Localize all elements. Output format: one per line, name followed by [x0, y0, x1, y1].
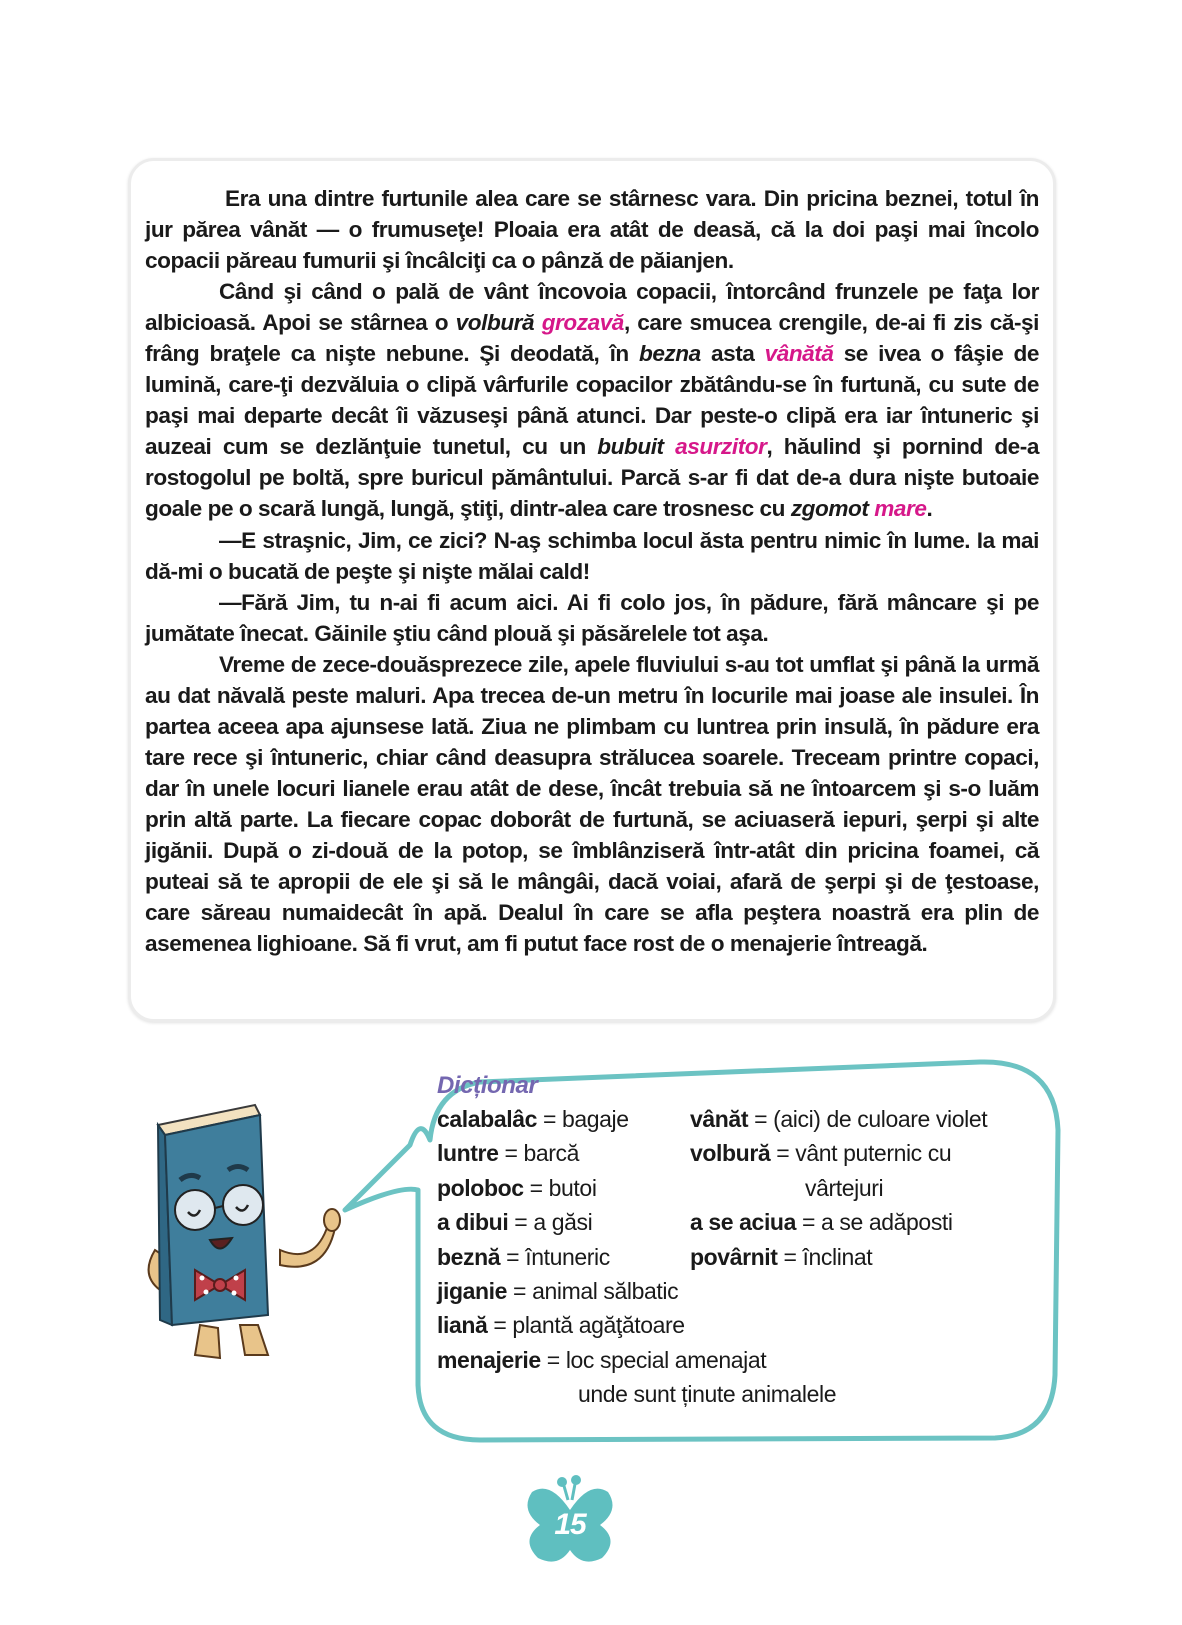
dictionary-definition: = bagaje [536, 1106, 629, 1132]
text-run [534, 310, 542, 335]
dictionary-term: poloboc [437, 1174, 524, 1201]
text-run: Vreme de zece-douăsprezece zile, apele fluviului s-au tot umflat şi până la urmă au dat năvală peste maluri. Apa trecea de-un metru în locurile mai joase ale insulei. În partea aceea apa ajunsese lată. Ziua ne plimbam cu luntrea prin insulă, în pădure era tare rece şi întuneric, chiar când deasupra strălucea soarele. Treceam printre copaci, dar în unele locuri lianele erau atât de dese, încât trebuia să ne întoarcem şi s-o luăm prin altă parte. La fiecare copac doborât de furtună, se aciuaseră iepuri, şerpi şi alte jigănii. După o zi-două de la potop, se îmblânziseră într-atât din pricina foamei, că puteai să te apropii de ele şi să le mângâi, dacă voiai, afară de şerpi şi de ţestoase, care săreau numaidecât în apă. Dealul în care se afla peştera noastră era plin de asemenea lighioane. Să fi vrut, am fi putut face rost de o menajerie întreagă. [145, 651, 1039, 957]
dictionary-row [437, 1205, 1057, 1239]
highlighted-word: grozavă [541, 310, 624, 336]
text-run: —Fără Jim, tu n-ai fi acum aici. Ai fi colo jos, în pădure, fără mâncare şi pe jumătate înecat. Găinile ştiu când plouă şi păsărelele tot aşa. [145, 589, 1039, 646]
dictionary-entry [437, 1102, 690, 1136]
dictionary-entry [690, 1240, 872, 1274]
dictionary-term: beznă [437, 1243, 501, 1270]
dictionary-entry [437, 1240, 690, 1274]
dictionary-term: a se aciua [690, 1209, 796, 1236]
story-paragraph [145, 183, 1039, 276]
dictionary-definition: vârtejuri [805, 1174, 884, 1201]
dictionary-term: luntre [437, 1140, 499, 1167]
dictionary-entry [437, 1274, 678, 1308]
dictionary-entry [690, 1171, 883, 1205]
story-paragraph [145, 649, 1039, 959]
text-run: Când şi când o pală de vânt încovoia copacii, întorcând frunzele pe faţa lor albicioasă. Apoi se stârnea o [145, 279, 1039, 336]
dictionary-entry [437, 1205, 690, 1239]
highlighted-word: zgomot [790, 496, 869, 522]
text-run: se ivea o fâşie de lumină, care-ţi dezvăluia o clipă vârfurile copacilor zbătându-se în furtună, cu sute de paşi mai departe decât îi văzuseşi până atunci. Dar peste-o clipă era iar întuneric şi auzeai cum se dezlănţuie tunetul, cu un [145, 341, 1040, 460]
text-run: asta [700, 341, 765, 367]
dictionary-definition: = a se adăposti [795, 1209, 953, 1236]
dictionary-term: volbură [690, 1140, 771, 1167]
text-run: , care smucea crengile, de-ai fi zis că-şi frâng braţele ca nişte nebune. Şi deodată, în [145, 310, 1039, 367]
dictionary-row [437, 1102, 1057, 1136]
dictionary-term: liană [437, 1312, 488, 1339]
dictionary-row [437, 1171, 1057, 1205]
dictionary-row [437, 1308, 1057, 1342]
dictionary-entry [690, 1205, 953, 1239]
dictionary-definition: = plantă agăţătoare [487, 1312, 685, 1339]
dictionary-row [437, 1377, 1057, 1411]
page-number: 15 [554, 1508, 586, 1541]
dictionary-panel [437, 1070, 1057, 1412]
highlighted-word: mare [874, 496, 927, 522]
story-text-box [128, 158, 1056, 1022]
dictionary-row [437, 1136, 1057, 1170]
dictionary-term: calabalâc [437, 1106, 537, 1132]
dictionary-term: a dibui [437, 1209, 509, 1236]
highlighted-word: vânătă [764, 341, 834, 367]
dictionary-term: povârnit [690, 1243, 778, 1270]
dictionary-row [437, 1343, 1057, 1377]
dictionary-definition: = loc special amenajat [540, 1346, 767, 1373]
dictionary-definition: = animal sălbatic [507, 1278, 679, 1305]
text-run [664, 434, 676, 459]
dictionary-term: menajerie [437, 1346, 541, 1373]
dictionary-definition: = a găsi [508, 1209, 593, 1236]
dictionary-definition: = înclinat [777, 1243, 873, 1270]
dictionary-definition: = vânt puternic cu [770, 1140, 952, 1167]
dictionary-term: jiganie [437, 1278, 508, 1305]
highlighted-word: bubuit [597, 434, 664, 460]
dictionary-definition: = barcă [498, 1140, 580, 1167]
text-run: Era una dintre furtunile alea care se stârnesc vara. Din pricina beznei, totul în jur părea vânăt — o frumuseţe! Ploaia era atât de deasă, că la doi paşi mai încolo copacii păreau fumurii şi încâlciţi ca o pânză de păianjen. [145, 186, 1039, 274]
page-number-badge [520, 1470, 620, 1570]
story-paragraph [145, 276, 1039, 524]
dictionary-definition: = butoi [523, 1174, 597, 1201]
story-paragraph [145, 587, 1039, 649]
dictionary-row [437, 1274, 1057, 1308]
story-paragraph [145, 525, 1039, 587]
dictionary-definition: = întuneric [500, 1243, 610, 1270]
text-run: —E straşnic, Jim, ce zici? N-aş schimba locul ăsta pentru nimic în lume. Ia mai dă-mi o bucată de peşte şi nişte mălai cald! [145, 527, 1039, 584]
dictionary-definition: unde sunt ținute animalele [578, 1381, 837, 1408]
dictionary-entry [437, 1171, 690, 1205]
dictionary-entry [690, 1102, 987, 1136]
book-mascot-icon [140, 1100, 350, 1360]
highlighted-word: asurzitor [675, 434, 767, 460]
dictionary-definition: = (aici) de culoare violet [748, 1106, 988, 1132]
dictionary-term: vânăt [690, 1106, 749, 1132]
dictionary-entry [437, 1343, 766, 1377]
dictionary-row [437, 1240, 1057, 1274]
dictionary-entry [437, 1377, 836, 1411]
dictionary-entry [437, 1136, 690, 1170]
dictionary-title: Dicționar [437, 1072, 538, 1099]
text-run: . [926, 496, 933, 522]
text-run: , hăulind şi pornind de-a rostogolul pe boltă, spre buricul pământului. Parcă s-ar fi dat de-a dura nişte butoaie goale pe o scară lungă, lungă, ştiţi, dintr-alea care trosnesc cu [145, 434, 1039, 522]
dictionary-entry [690, 1136, 951, 1170]
highlighted-word: bezna [638, 341, 701, 367]
dictionary-entry [437, 1308, 685, 1342]
highlighted-word: volbură [455, 310, 535, 336]
